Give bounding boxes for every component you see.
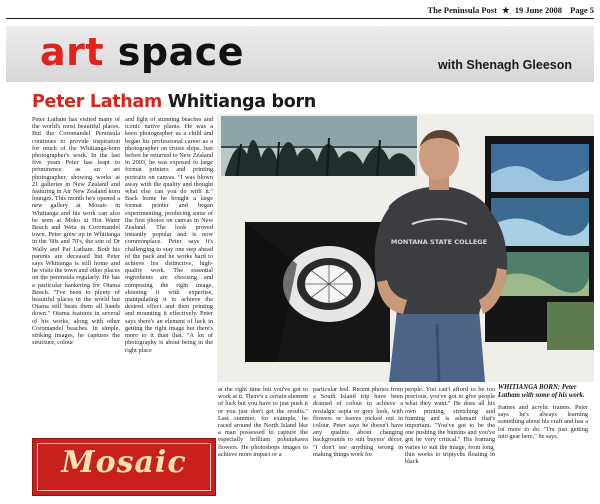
article-column-2 [125, 116, 213, 412]
column-1-text: Peter Latham has visited many of the world's most beautiful places. But the Coromandel Peninsula continues to provide inspiration for much of the Whitianga-born photographer's work. In the last five years Peter has leapt to prominence as an art photographer, showing works at 21 galleries in New Zealand and featuring in Air New Zealand koru lounges. This month he's opened a new gallery at Mosaic in Whitianga and his work can also be seen at Moko at Hot Water Beach and Weta in Coromandel town. Peter grew up in Whitianga in the '60s and 70's, the son of Dr Wally and Pat Latham. Both his parents are deceased but Peter says Whitianga is still home and he visits the town and other places on the peninsula regularly. He has a particular hankering for Otama Beach. "I've been to plenty of beautiful places in the world but Otama still beats them all hands down." Otama features in several of his works, along with other Coromandel beaches. In simple, striking images, he captures the structure, colour [32, 116, 120, 347]
photo-illustration [217, 114, 594, 382]
spiral-artwork [245, 222, 390, 362]
publication-name: The Peninsula Post [427, 5, 497, 15]
tshirt-print: MONTANA STATE COLLEGE [390, 238, 488, 246]
article-column-3 [218, 386, 308, 486]
article-column-5 [405, 386, 495, 486]
article-column-1 [32, 116, 120, 434]
article-column-6 [498, 404, 588, 464]
section-banner [6, 26, 594, 82]
issue-date: 19 June 2008 [514, 5, 563, 15]
section-title-space: space [117, 30, 245, 74]
column-4-text: particular feel. Recent photos from a South Island trip have been drained of colour to achieve a nostalgic sepia or grey look, with flowers or leaves picked out in colour. Peter says he doesn't have any qualms about changing backgrounds to suit buyers' décor. "I don't see anything wrong in making things work for [313, 386, 403, 458]
article-photo [217, 114, 594, 382]
page-number: Page 5 [570, 5, 594, 15]
star-glyph: ★ [502, 5, 510, 15]
column-6-text: frames and acrylic frames. Peter says he's always learning something about his craft and has a lot more to do. "I'm just getting into gear here," he says. [498, 404, 588, 440]
headline-rest: Whitianga born [167, 92, 316, 112]
article-column-4 [313, 386, 403, 486]
columnist-byline: with Shenagh Gleeson [437, 58, 572, 72]
photo-caption: WHITIANGA BORN: Peter Latham with some of his work. [498, 384, 585, 399]
mosaic-advert[interactable] [32, 438, 216, 496]
article-headline [32, 92, 316, 112]
column-2-text: and light of stunning beaches and iconic native plants. He was a keen photographer as a child and began his professional career as a photographer on cruise ships. Just before he returned to New Zealand in 2003, he was exposed to large format printers and printing portraits on canvas. "I was blown away with the quality and thought what else can you do with it." Back home he bought a large format printer and began experimenting, producing some of the first photos on canvas in New Zealand. The look proved instantly popular and is now commonplace. Peter says it's challenging to stay one step ahead of the pack and he works hard to achieve his distinctive, high-quality work. The essential ingredients are choosing and composing the right image, shooting it with expertise, manipulating it to achieve the desired effect and then printing and mounting it effectively. Peter says there's an element of luck in getting the right image but there's more to it than that. "A lot of photography is about being in the right place [125, 116, 213, 354]
panorama-artwork [221, 116, 417, 176]
column-3-text: at the right time but you've got to work at it. There's a certain element of luck but you have to just push it or you just don't get the results." Last summer, for example, he raced around the North Island like a man possessed to capture the especially brilliant pohutukawa flowers. He photoshops images to achieve more impact or a [218, 386, 308, 458]
column-5-text: people. You can't afford to be too precious, you've got to give people what they want." He does all his own printing, stretching and framing and is adamant that's important. "You've got to be the one pushing the buttons and you've got be very critical." His framing varies to suit the image, from long, thin works to triptychs floating in black [405, 386, 495, 466]
headline-name: Peter Latham [32, 92, 162, 112]
section-title [40, 32, 244, 72]
section-title-art: art [40, 30, 105, 74]
advert-logo-text: Mosaic [61, 445, 187, 480]
masthead [6, 4, 594, 19]
